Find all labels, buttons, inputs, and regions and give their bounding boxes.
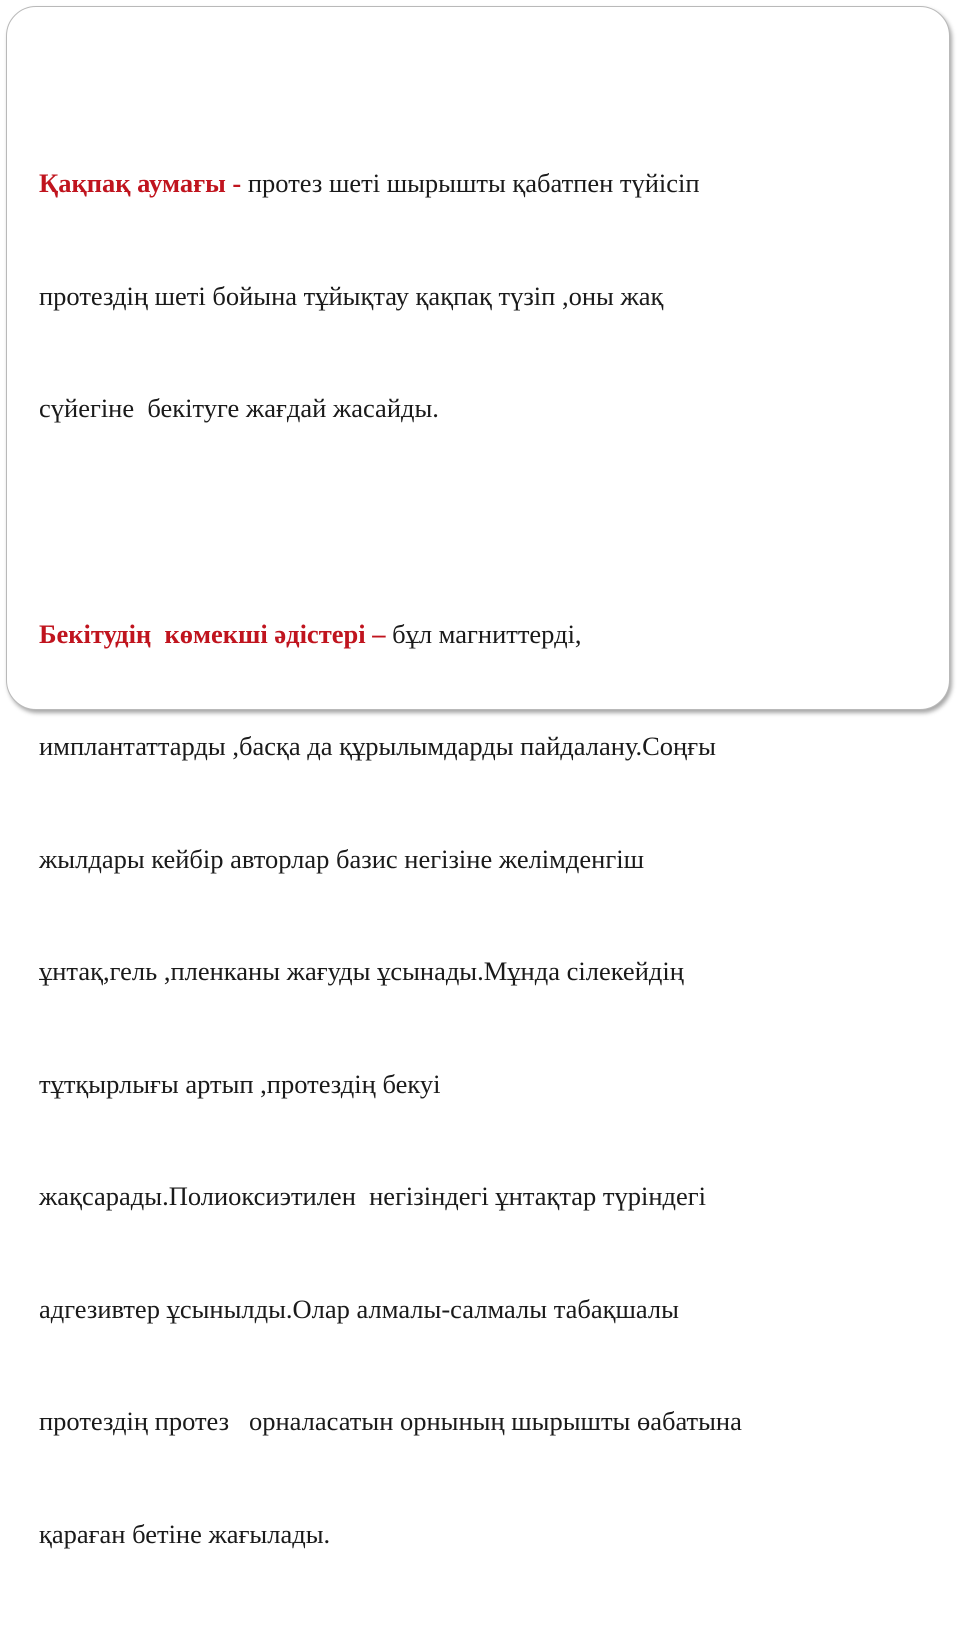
paragraph-gap: [39, 503, 919, 541]
paragraph-closing-valve-zone: [39, 90, 919, 503]
text-line: протездің шеті бойына тұйықтау қақпақ түзіп ,оны жақ: [39, 278, 919, 316]
text-line: тұтқырлығы артып ,протездің бекуі: [39, 1066, 919, 1104]
text-span: протез шеті шырышты қабатпен түйісіп: [241, 168, 699, 198]
term-closing-valve-zone: Қақпақ аумағы -: [39, 168, 241, 198]
text-line: адгезивтер ұсынылды.Олар алмалы-салмалы табақшалы: [39, 1291, 919, 1329]
slide-content: [39, 90, 919, 1628]
text-line: ұнтақ,гель ,пленканы жағуды ұсынады.Мұнда сілекейдің: [39, 953, 919, 991]
text-line: жақсарады.Полиоксиэтилен негізіндегі ұнтақтар түріндегі: [39, 1178, 919, 1216]
paragraph-auxiliary-methods: [39, 541, 919, 1628]
text-line: протездің протез орналасатын орнының шырышты өабатына: [39, 1403, 919, 1441]
text-line: [39, 616, 919, 654]
term-auxiliary-methods: Бекітудің көмекші әдістері –: [39, 619, 385, 649]
text-line: қараған бетіне жағылады.: [39, 1516, 919, 1554]
text-line: жылдары кейбір авторлар базис негізіне желімденгіш: [39, 841, 919, 879]
text-line: имплантаттарды ,басқа да құрылымдарды пайдалану.Соңғы: [39, 728, 919, 766]
text-span: бұл магниттерді,: [385, 619, 581, 649]
text-line: сүйегіне бекітуге жағдай жасайды.: [39, 390, 919, 428]
text-line: [39, 165, 919, 203]
